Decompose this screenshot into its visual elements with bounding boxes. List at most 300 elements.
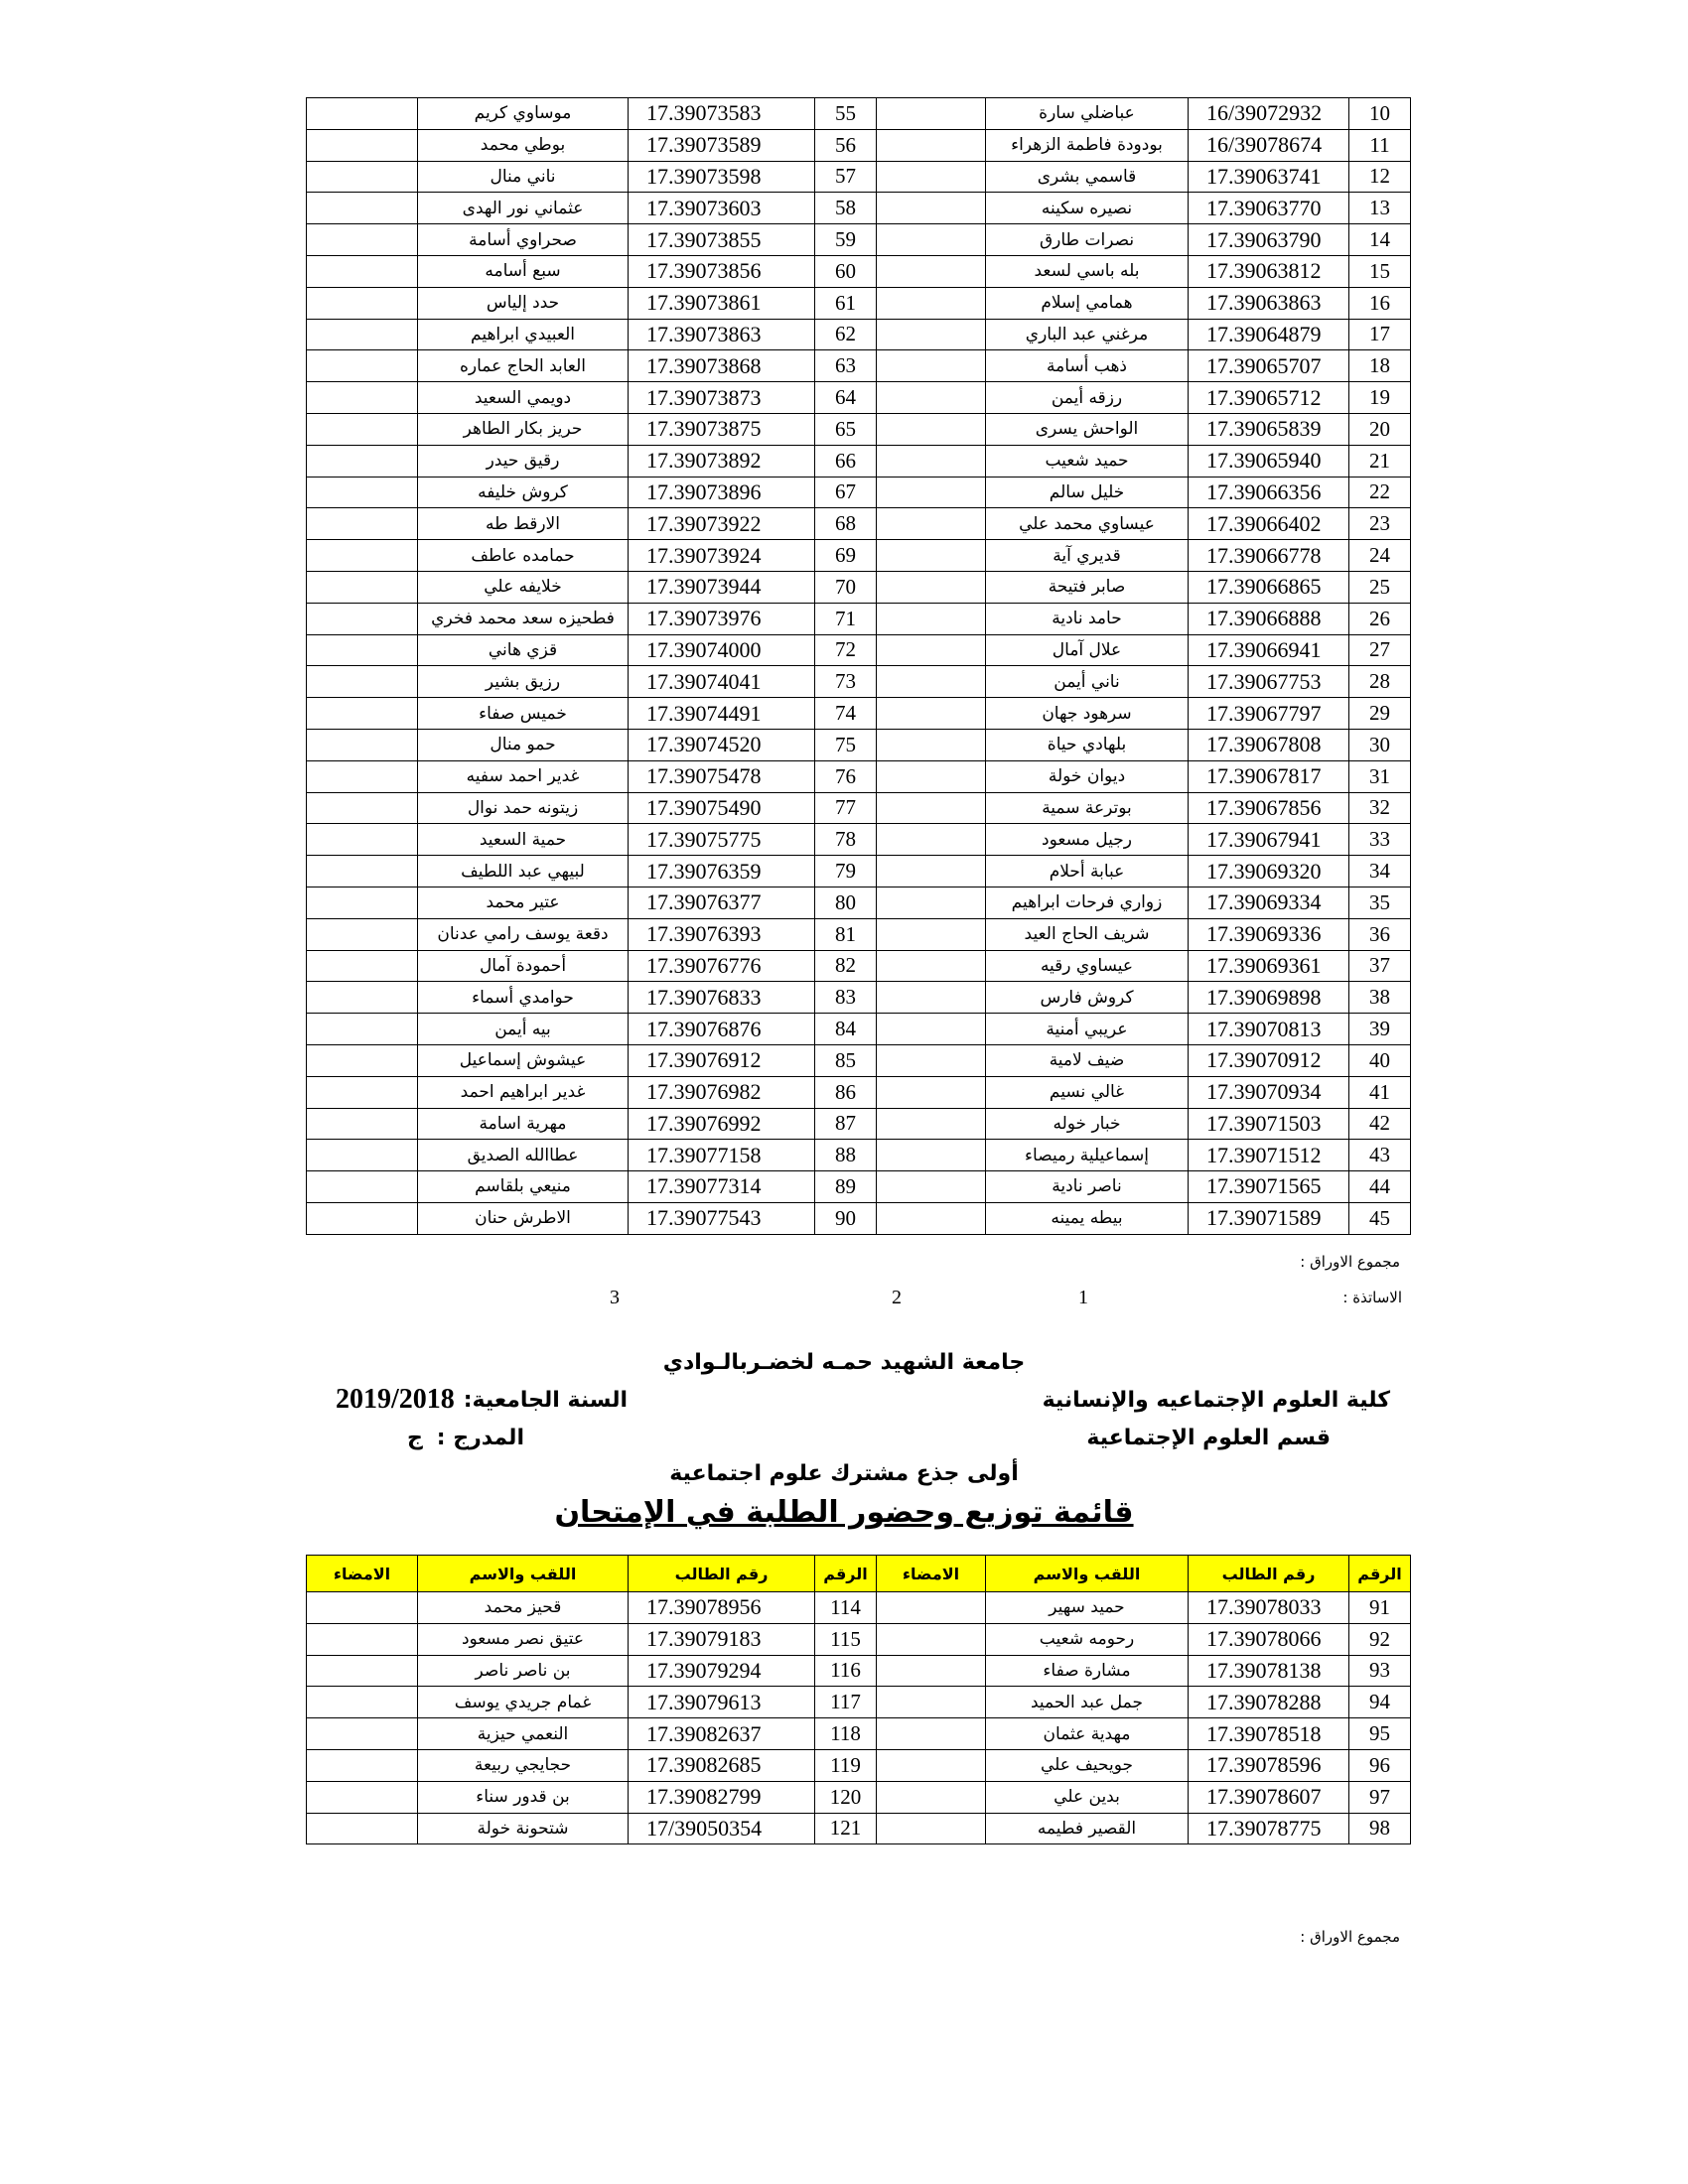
student-name-cell: الاطرش حنان — [418, 1202, 629, 1234]
student-name-cell: ناني أيمن — [986, 666, 1189, 698]
signature-cell — [877, 413, 986, 445]
student-id-cell: 17.39073896 — [629, 477, 815, 508]
row-number-cell: 21 — [1349, 445, 1411, 477]
student-id-cell: 17.39078956 — [629, 1592, 815, 1624]
table-row — [307, 1014, 1411, 1045]
row-number-cell: 72 — [815, 634, 877, 666]
column-header: اللقب والاسم — [418, 1556, 629, 1592]
table-row — [307, 287, 1411, 319]
signature-cell — [877, 856, 986, 887]
signature-cell — [307, 918, 418, 950]
student-id-cell: 17.39063863 — [1189, 287, 1349, 319]
column-header: الرقم — [1349, 1556, 1411, 1592]
signature-cell — [307, 477, 418, 508]
table-row — [307, 413, 1411, 445]
table-row — [307, 1749, 1411, 1781]
column-header: الامضاء — [877, 1556, 986, 1592]
row-number-cell: 31 — [1349, 760, 1411, 792]
student-id-cell: 17.39073976 — [629, 603, 815, 634]
signature-cell — [877, 193, 986, 224]
row-number-cell: 79 — [815, 856, 877, 887]
student-id-cell: 17.39071512 — [1189, 1140, 1349, 1171]
student-name-cell: منيعي بلقاسم — [418, 1171, 629, 1203]
signature-cell — [877, 129, 986, 161]
row-number-cell: 61 — [815, 287, 877, 319]
student-name-cell: جمل عبد الحميد — [986, 1687, 1189, 1718]
student-name-cell: عثماني نور الهدى — [418, 193, 629, 224]
student-name-cell: سبع أسامه — [418, 255, 629, 287]
professor-slot-3: 3 — [610, 1287, 620, 1308]
column-header: اللقب والاسم — [986, 1556, 1189, 1592]
signature-cell — [877, 445, 986, 477]
signature-cell — [877, 1655, 986, 1687]
student-id-cell: 17.39073583 — [629, 98, 815, 130]
student-id-cell: 17.39077158 — [629, 1140, 815, 1171]
column-header: رقم الطالب — [1189, 1556, 1349, 1592]
student-id-cell: 17.39076992 — [629, 1108, 815, 1140]
signature-cell — [877, 950, 986, 982]
student-id-cell: 17.39078518 — [1189, 1718, 1349, 1750]
signature-cell — [307, 824, 418, 856]
professor-slot-2: 2 — [892, 1287, 902, 1308]
signature-cell — [877, 634, 986, 666]
row-number-cell: 86 — [815, 1076, 877, 1108]
row-number-cell: 98 — [1349, 1813, 1411, 1844]
student-name-cell: مهدية عثمان — [986, 1718, 1189, 1750]
signature-cell — [877, 350, 986, 382]
student-id-cell: 17.39066941 — [1189, 634, 1349, 666]
student-id-cell: 17.39076359 — [629, 856, 815, 887]
row-number-cell: 68 — [815, 508, 877, 540]
student-id-cell: 17.39079294 — [629, 1655, 815, 1687]
student-id-cell: 17.39070912 — [1189, 1044, 1349, 1076]
student-name-cell: مرغني عبد الباري — [986, 319, 1189, 350]
student-id-cell: 17.39066778 — [1189, 540, 1349, 572]
row-number-cell: 35 — [1349, 887, 1411, 918]
student-id-cell: 17.39076776 — [629, 950, 815, 982]
row-number-cell: 77 — [815, 792, 877, 824]
signature-cell — [877, 1202, 986, 1234]
student-name-cell: قحيز محمد — [418, 1592, 629, 1624]
signature-cell — [307, 950, 418, 982]
student-name-cell: حدد إلياس — [418, 287, 629, 319]
table-row — [307, 1781, 1411, 1813]
table-row — [307, 666, 1411, 698]
signature-cell — [307, 1592, 418, 1624]
student-id-cell: 17.39078288 — [1189, 1687, 1349, 1718]
row-number-cell: 89 — [815, 1171, 877, 1203]
signature-cell — [877, 1592, 986, 1624]
student-name-cell: مشارة صفاء — [986, 1655, 1189, 1687]
row-number-cell: 44 — [1349, 1171, 1411, 1203]
row-number-cell: 81 — [815, 918, 877, 950]
student-name-cell: رزقه أيمن — [986, 382, 1189, 414]
student-id-cell: 17.39066356 — [1189, 477, 1349, 508]
student-name-cell: بن ناصر ناصر — [418, 1655, 629, 1687]
table-row — [307, 982, 1411, 1014]
row-number-cell: 65 — [815, 413, 877, 445]
student-id-cell: 17.39065712 — [1189, 382, 1349, 414]
signature-cell — [307, 1813, 418, 1844]
row-number-cell: 63 — [815, 350, 877, 382]
table-row — [307, 1171, 1411, 1203]
student-id-cell: 17.39078775 — [1189, 1813, 1349, 1844]
signature-cell — [307, 1171, 418, 1203]
signature-cell — [307, 287, 418, 319]
row-number-cell: 20 — [1349, 413, 1411, 445]
student-id-cell: 17.39078138 — [1189, 1655, 1349, 1687]
student-name-cell: دقعة يوسف رامي عدنان — [418, 918, 629, 950]
row-number-cell: 58 — [815, 193, 877, 224]
table-row — [307, 1718, 1411, 1750]
student-id-cell: 17.39073861 — [629, 287, 815, 319]
signature-cell — [307, 634, 418, 666]
student-id-cell: 17.39075490 — [629, 792, 815, 824]
row-number-cell: 119 — [815, 1749, 877, 1781]
signature-cell — [307, 508, 418, 540]
row-number-cell: 70 — [815, 571, 877, 603]
student-id-cell: 17.39073863 — [629, 319, 815, 350]
signature-cell — [877, 698, 986, 730]
row-number-cell: 26 — [1349, 603, 1411, 634]
student-name-cell: العبيدي ابراهيم — [418, 319, 629, 350]
signature-cell — [877, 540, 986, 572]
table-row — [307, 1655, 1411, 1687]
student-id-cell: 17.39074041 — [629, 666, 815, 698]
signature-cell — [307, 666, 418, 698]
student-name-cell: حميد شعيب — [986, 445, 1189, 477]
student-name-cell: ناني منال — [418, 161, 629, 193]
row-number-cell: 38 — [1349, 982, 1411, 1014]
student-name-cell: عيشوش إسماعيل — [418, 1044, 629, 1076]
academic-year: 2019/2018 — [336, 1384, 455, 1415]
signature-cell — [307, 729, 418, 760]
signature-cell — [877, 1749, 986, 1781]
table-row — [307, 1202, 1411, 1234]
row-number-cell: 17 — [1349, 319, 1411, 350]
student-name-cell: بوطي محمد — [418, 129, 629, 161]
student-id-cell: 17.39065707 — [1189, 350, 1349, 382]
row-number-cell: 97 — [1349, 1781, 1411, 1813]
signature-cell — [307, 540, 418, 572]
top-attendance-table — [306, 97, 1411, 1235]
signature-cell — [877, 666, 986, 698]
student-name-cell: نصرات طارق — [986, 224, 1189, 256]
student-name-cell: حوامدي أسماء — [418, 982, 629, 1014]
student-name-cell: غالي نسيم — [986, 1076, 1189, 1108]
student-name-cell: حميد سهير — [986, 1592, 1189, 1624]
row-number-cell: 114 — [815, 1592, 877, 1624]
faculty-name: كلية العلوم الإجتماعيه والإنسانية — [1042, 1388, 1390, 1413]
student-name-cell: بيه أيمن — [418, 1014, 629, 1045]
student-id-cell: 17.39073892 — [629, 445, 815, 477]
row-number-cell: 74 — [815, 698, 877, 730]
row-number-cell: 69 — [815, 540, 877, 572]
student-name-cell: عيساوي محمد علي — [986, 508, 1189, 540]
table-row — [307, 508, 1411, 540]
student-name-cell: قزي هاني — [418, 634, 629, 666]
student-id-cell: 17.39073924 — [629, 540, 815, 572]
student-name-cell: عبابة أحلام — [986, 856, 1189, 887]
row-number-cell: 60 — [815, 255, 877, 287]
row-number-cell: 19 — [1349, 382, 1411, 414]
signature-cell — [307, 1623, 418, 1655]
student-name-cell: صابر فتيحة — [986, 571, 1189, 603]
table-row — [307, 540, 1411, 572]
student-name-cell: بدين علي — [986, 1781, 1189, 1813]
student-id-cell: 17.39070934 — [1189, 1076, 1349, 1108]
student-name-cell: القصير فطيمه — [986, 1813, 1189, 1844]
student-id-cell: 17.39067797 — [1189, 698, 1349, 730]
row-number-cell: 33 — [1349, 824, 1411, 856]
row-number-cell: 32 — [1349, 792, 1411, 824]
table-row — [307, 1108, 1411, 1140]
student-name-cell: لبيهي عبد اللطيف — [418, 856, 629, 887]
student-name-cell: دويمي السعيد — [418, 382, 629, 414]
signature-cell — [307, 382, 418, 414]
student-name-cell: خلايفه علي — [418, 571, 629, 603]
student-id-cell: 17.39063790 — [1189, 224, 1349, 256]
signature-cell — [307, 1718, 418, 1750]
signature-cell — [877, 1044, 986, 1076]
student-name-cell: عيساوي رقيه — [986, 950, 1189, 982]
student-id-cell: 17.39064879 — [1189, 319, 1349, 350]
row-number-cell: 67 — [815, 477, 877, 508]
student-id-cell: 17.39073873 — [629, 382, 815, 414]
table-row — [307, 1623, 1411, 1655]
table-row — [307, 824, 1411, 856]
department-name: قسم العلوم الإجتماعية — [1086, 1426, 1331, 1450]
row-number-cell: 30 — [1349, 729, 1411, 760]
row-number-cell: 87 — [815, 1108, 877, 1140]
table-row — [307, 887, 1411, 918]
student-name-cell: علال آمال — [986, 634, 1189, 666]
student-id-cell: 17.39078033 — [1189, 1592, 1349, 1624]
signature-cell — [877, 1687, 986, 1718]
signature-cell — [307, 1202, 418, 1234]
student-id-cell: 17.39069336 — [1189, 918, 1349, 950]
student-id-cell: 16/39078674 — [1189, 129, 1349, 161]
professor-slot-1: 1 — [1078, 1287, 1088, 1308]
signature-cell — [877, 760, 986, 792]
row-number-cell: 121 — [815, 1813, 877, 1844]
row-number-cell: 45 — [1349, 1202, 1411, 1234]
university-name: جامعة الشهيد حمـه لخضـربالـوادي — [662, 1350, 1026, 1375]
signature-cell — [307, 1140, 418, 1171]
signature-cell — [877, 382, 986, 414]
row-number-cell: 91 — [1349, 1592, 1411, 1624]
academic-year-label: السنة الجامعية: — [463, 1388, 628, 1413]
signature-cell — [307, 856, 418, 887]
student-id-cell: 17.39066865 — [1189, 571, 1349, 603]
student-id-cell: 17.39076393 — [629, 918, 815, 950]
student-name-cell: عطاالله الصديق — [418, 1140, 629, 1171]
table-row — [307, 571, 1411, 603]
student-id-cell: 17.39078607 — [1189, 1781, 1349, 1813]
professors-label: الاساتذة : — [1342, 1289, 1402, 1306]
signature-cell — [307, 887, 418, 918]
signature-cell — [877, 918, 986, 950]
table-row — [307, 224, 1411, 256]
signature-cell — [877, 287, 986, 319]
student-id-cell: 17.39067941 — [1189, 824, 1349, 856]
student-id-cell: 17.39076377 — [629, 887, 815, 918]
student-id-cell: 17.39065940 — [1189, 445, 1349, 477]
signature-cell — [877, 571, 986, 603]
student-name-cell: شريف الحاج العيد — [986, 918, 1189, 950]
row-number-cell: 29 — [1349, 698, 1411, 730]
row-number-cell: 12 — [1349, 161, 1411, 193]
student-name-cell: غدير ابراهيم احمد — [418, 1076, 629, 1108]
table-row — [307, 760, 1411, 792]
student-name-cell: همامي إسلام — [986, 287, 1189, 319]
signature-cell — [307, 982, 418, 1014]
student-id-cell: 17.39078596 — [1189, 1749, 1349, 1781]
student-id-cell: 17.39065839 — [1189, 413, 1349, 445]
signature-cell — [877, 1813, 986, 1844]
signature-cell — [877, 224, 986, 256]
row-number-cell: 82 — [815, 950, 877, 982]
signature-cell — [877, 98, 986, 130]
student-id-cell: 17.39082799 — [629, 1781, 815, 1813]
student-name-cell: زواري فرحات ابراهيم — [986, 887, 1189, 918]
student-name-cell: فطحيزه سعد محمد فخري — [418, 603, 629, 634]
signature-cell — [307, 1044, 418, 1076]
signature-cell — [307, 603, 418, 634]
signature-cell — [877, 255, 986, 287]
student-name-cell: النعمي حيزية — [418, 1718, 629, 1750]
signature-cell — [307, 350, 418, 382]
student-name-cell: رزيق بشير — [418, 666, 629, 698]
student-name-cell: أحمودة آمال — [418, 950, 629, 982]
row-number-cell: 93 — [1349, 1655, 1411, 1687]
student-name-cell: خليل سالم — [986, 477, 1189, 508]
row-number-cell: 78 — [815, 824, 877, 856]
signature-cell — [877, 1014, 986, 1045]
student-name-cell: غدير احمد سفيه — [418, 760, 629, 792]
table-row — [307, 1592, 1411, 1624]
student-name-cell: الارقط طه — [418, 508, 629, 540]
table-row — [307, 634, 1411, 666]
row-number-cell: 85 — [815, 1044, 877, 1076]
row-number-cell: 36 — [1349, 918, 1411, 950]
row-number-cell: 120 — [815, 1781, 877, 1813]
signature-cell — [877, 1076, 986, 1108]
signature-cell — [877, 1623, 986, 1655]
signature-cell — [877, 824, 986, 856]
student-id-cell: 17.39073922 — [629, 508, 815, 540]
student-name-cell: عريبي أمنية — [986, 1014, 1189, 1045]
table-row — [307, 1813, 1411, 1844]
column-header: الرقم — [815, 1556, 877, 1592]
table-row — [307, 1076, 1411, 1108]
student-id-cell: 17.39076876 — [629, 1014, 815, 1045]
student-name-cell: كروش خليفه — [418, 477, 629, 508]
table-row — [307, 255, 1411, 287]
student-id-cell: 17.39075478 — [629, 760, 815, 792]
table-row — [307, 161, 1411, 193]
papers-total-label-bottom: مجموع الاوراق : — [1300, 1928, 1400, 1946]
table-row — [307, 603, 1411, 634]
student-id-cell: 16/39072932 — [1189, 98, 1349, 130]
student-name-cell: بلهادي حياة — [986, 729, 1189, 760]
signature-cell — [307, 1014, 418, 1045]
column-header: الامضاء — [307, 1556, 418, 1592]
signature-cell — [307, 1781, 418, 1813]
student-id-cell: 17.39073875 — [629, 413, 815, 445]
student-name-cell: مهرية اسامة — [418, 1108, 629, 1140]
signature-cell — [307, 1655, 418, 1687]
row-number-cell: 11 — [1349, 129, 1411, 161]
signature-cell — [877, 319, 986, 350]
student-name-cell: سرهود جهان — [986, 698, 1189, 730]
student-id-cell: 17.39073855 — [629, 224, 815, 256]
student-name-cell: عتيق نصر مسعود — [418, 1623, 629, 1655]
row-number-cell: 16 — [1349, 287, 1411, 319]
row-number-cell: 57 — [815, 161, 877, 193]
signature-cell — [877, 477, 986, 508]
row-number-cell: 41 — [1349, 1076, 1411, 1108]
row-number-cell: 71 — [815, 603, 877, 634]
row-number-cell: 64 — [815, 382, 877, 414]
student-id-cell: 17.39075775 — [629, 824, 815, 856]
student-id-cell: 17.39069898 — [1189, 982, 1349, 1014]
student-name-cell: زيتونه حمد نوال — [418, 792, 629, 824]
table-row — [307, 319, 1411, 350]
row-number-cell: 75 — [815, 729, 877, 760]
table-row — [307, 129, 1411, 161]
student-name-cell: حريز بكار الطاهر — [418, 413, 629, 445]
row-number-cell: 25 — [1349, 571, 1411, 603]
signature-cell — [307, 193, 418, 224]
student-id-cell: 17.39067753 — [1189, 666, 1349, 698]
student-id-cell: 17.39076912 — [629, 1044, 815, 1076]
signature-cell — [307, 1076, 418, 1108]
row-number-cell: 84 — [815, 1014, 877, 1045]
student-name-cell: عباضلي سارة — [986, 98, 1189, 130]
row-number-cell: 73 — [815, 666, 877, 698]
student-name-cell: رجيل مسعود — [986, 824, 1189, 856]
student-id-cell: 17.39079613 — [629, 1687, 815, 1718]
hall-label: المدرج : — [436, 1426, 524, 1450]
table-row — [307, 382, 1411, 414]
table-row — [307, 1044, 1411, 1076]
row-number-cell: 83 — [815, 982, 877, 1014]
signature-cell — [877, 1781, 986, 1813]
table-row — [307, 856, 1411, 887]
signature-cell — [307, 445, 418, 477]
student-name-cell: الواحش يسرى — [986, 413, 1189, 445]
student-name-cell: غمام جريدي يوسف — [418, 1687, 629, 1718]
papers-total-label: مجموع الاوراق : — [1300, 1253, 1400, 1271]
row-number-cell: 23 — [1349, 508, 1411, 540]
student-name-cell: بله باسي لسعد — [986, 255, 1189, 287]
bottom-attendance-table — [306, 1555, 1411, 1844]
signature-cell — [307, 571, 418, 603]
list-title: قائمة توزيع وحضور الطلبة في الإمتحان — [554, 1495, 1134, 1530]
student-name-cell: بودودة فاطمة الزهراء — [986, 129, 1189, 161]
signature-cell — [877, 508, 986, 540]
student-id-cell: 17.39078066 — [1189, 1623, 1349, 1655]
student-id-cell: 17.39073589 — [629, 129, 815, 161]
student-name-cell: رقيق حيدر — [418, 445, 629, 477]
table-row — [307, 918, 1411, 950]
table-row — [307, 698, 1411, 730]
student-id-cell: 17.39074520 — [629, 729, 815, 760]
row-number-cell: 37 — [1349, 950, 1411, 982]
signature-cell — [307, 1108, 418, 1140]
row-number-cell: 96 — [1349, 1749, 1411, 1781]
